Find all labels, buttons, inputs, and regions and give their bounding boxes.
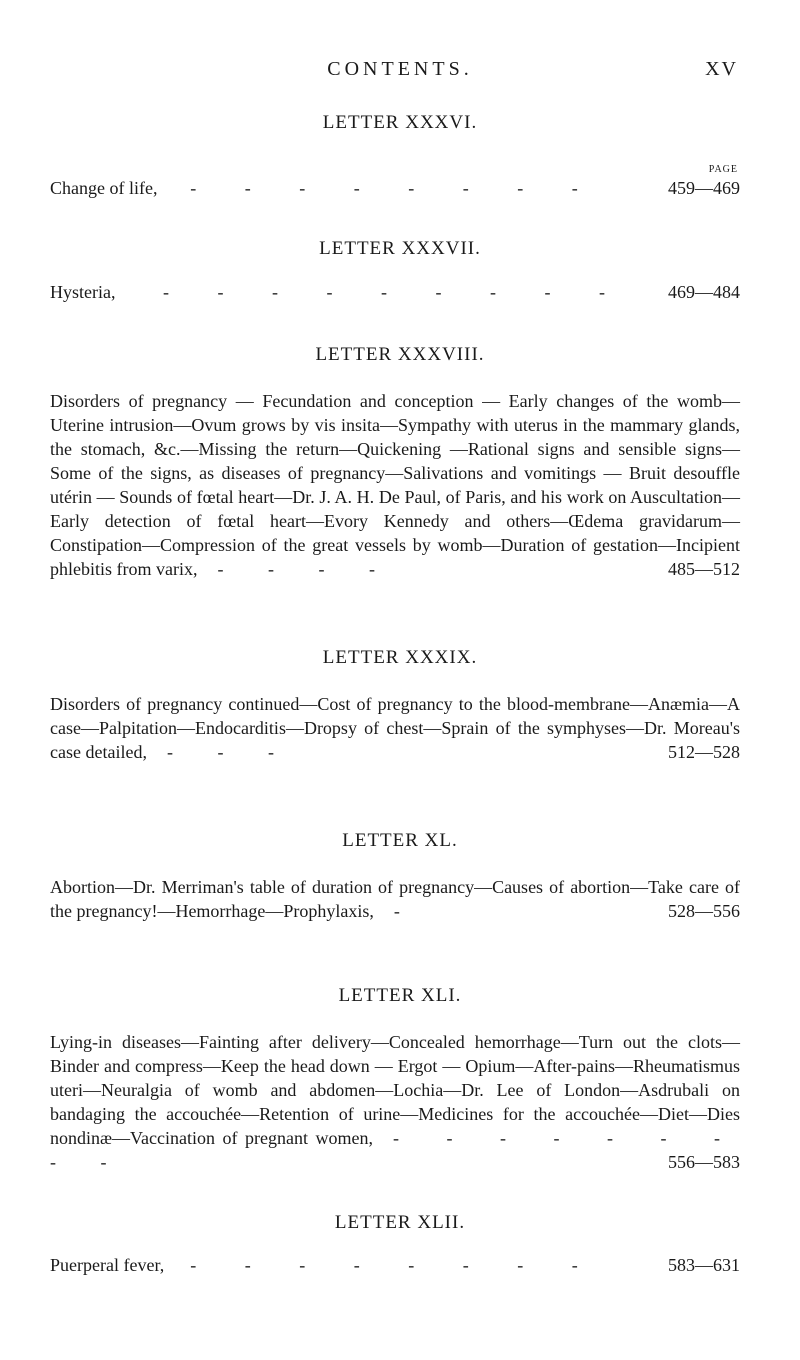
entry-subject: Disorders of pregnancy — Fecundation and conception — Early changes of the womb—Uterine intrusion—Ovum grows by vis insita—Sympathy with uterus in the mammary glands, the stomach, &c.—Missing the return—Quickening —Rational signs and sensible signs—Some of the signs, as diseases of pregnancy—Salivations and vomitings — Bruit desouffle utérin — Sounds of fœtal heart—Dr. J. A. H. De Paul, of Paris, and his work on Auscultation—Early detection of fœtal heart—Evory Kennedy and others—Œdema gravidarum—Constipation—Compression of the great vessels by womb—Duration of gestation—Incipient phlebitis from varix, [50,391,740,579]
letter-heading: LETTER XLII. [334,1212,466,1233]
leader-dots: - - - [166,742,294,762]
entry-pages: 469—484 [668,282,740,302]
entry-subject: Change of life, [50,178,158,198]
contents-entry [50,178,740,204]
page-column-label: PAGE [708,164,738,175]
page-number: XV [705,58,738,80]
letter-heading: LETTER XXXVIII. [315,344,485,365]
entry-pages: 528—556 [668,901,740,921]
letter-heading: LETTER XXXVI. [322,112,478,133]
contents-entry [50,1255,740,1281]
running-head [0,58,800,88]
contents-entry [50,692,740,764]
entry-subject: Puerperal fever, [50,1255,165,1275]
contents-entry [50,875,740,923]
entry-pages: 512—528 [668,742,740,762]
entry-subject: Disorders of pregnancy continued—Cost of pregnancy to the blood-membrane—Anæmia—A case—Palpitation—Endocarditis—Dropsy of chest—Sprain of the symphyses—Dr. Moreau's case detailed, [50,694,740,762]
leader-dots: - - - - - - - - [190,1255,600,1275]
leader-dots: - - - - - - - - [190,178,600,198]
leader-dots: - - - - - - - - - [50,1128,740,1172]
letter-heading: LETTER XXXIX. [322,647,478,668]
entry-pages: 485—512 [668,559,740,579]
running-title: CONTENTS. [327,58,473,80]
entry-pages: 583—631 [668,1255,740,1275]
letter-heading: LETTER XLI. [338,985,462,1006]
contents-entry [50,389,740,581]
entry-subject: Abortion—Dr. Merriman's table of duration of pregnancy—Causes of abortion—Take care of the pregnancy!—Hemorrhage—Prophylaxis, [50,877,740,921]
leader-dots: - - - - - - - - - [163,282,627,302]
letter-heading: LETTER XL. [342,830,458,851]
entry-subject: Lying-in diseases—Fainting after delivery—Concealed hemorrhage—Turn out the clots—Binder and compress—Keep the head down — Ergot — Opium—After-pains—Rheumatismus uteri—Neuralgia of womb and abdomen—Lochia—Dr. Lee of London—Asdrubali on bandaging the accouchée—Retention of urine—Medicines for the accouchée—Diet—Dies nondinæ—Vaccination of pregnant women, [50,1032,740,1148]
entry-pages: 556—583 [668,1152,740,1172]
leader-dots: - [393,901,420,921]
letter-heading: LETTER XXXVII. [319,238,481,259]
entry-pages: 459—469 [668,178,740,198]
entry-subject: Hysteria, [50,282,116,302]
leader-dots: - - - - [217,559,395,579]
contents-entry [50,1030,740,1174]
contents-entry [50,282,740,308]
